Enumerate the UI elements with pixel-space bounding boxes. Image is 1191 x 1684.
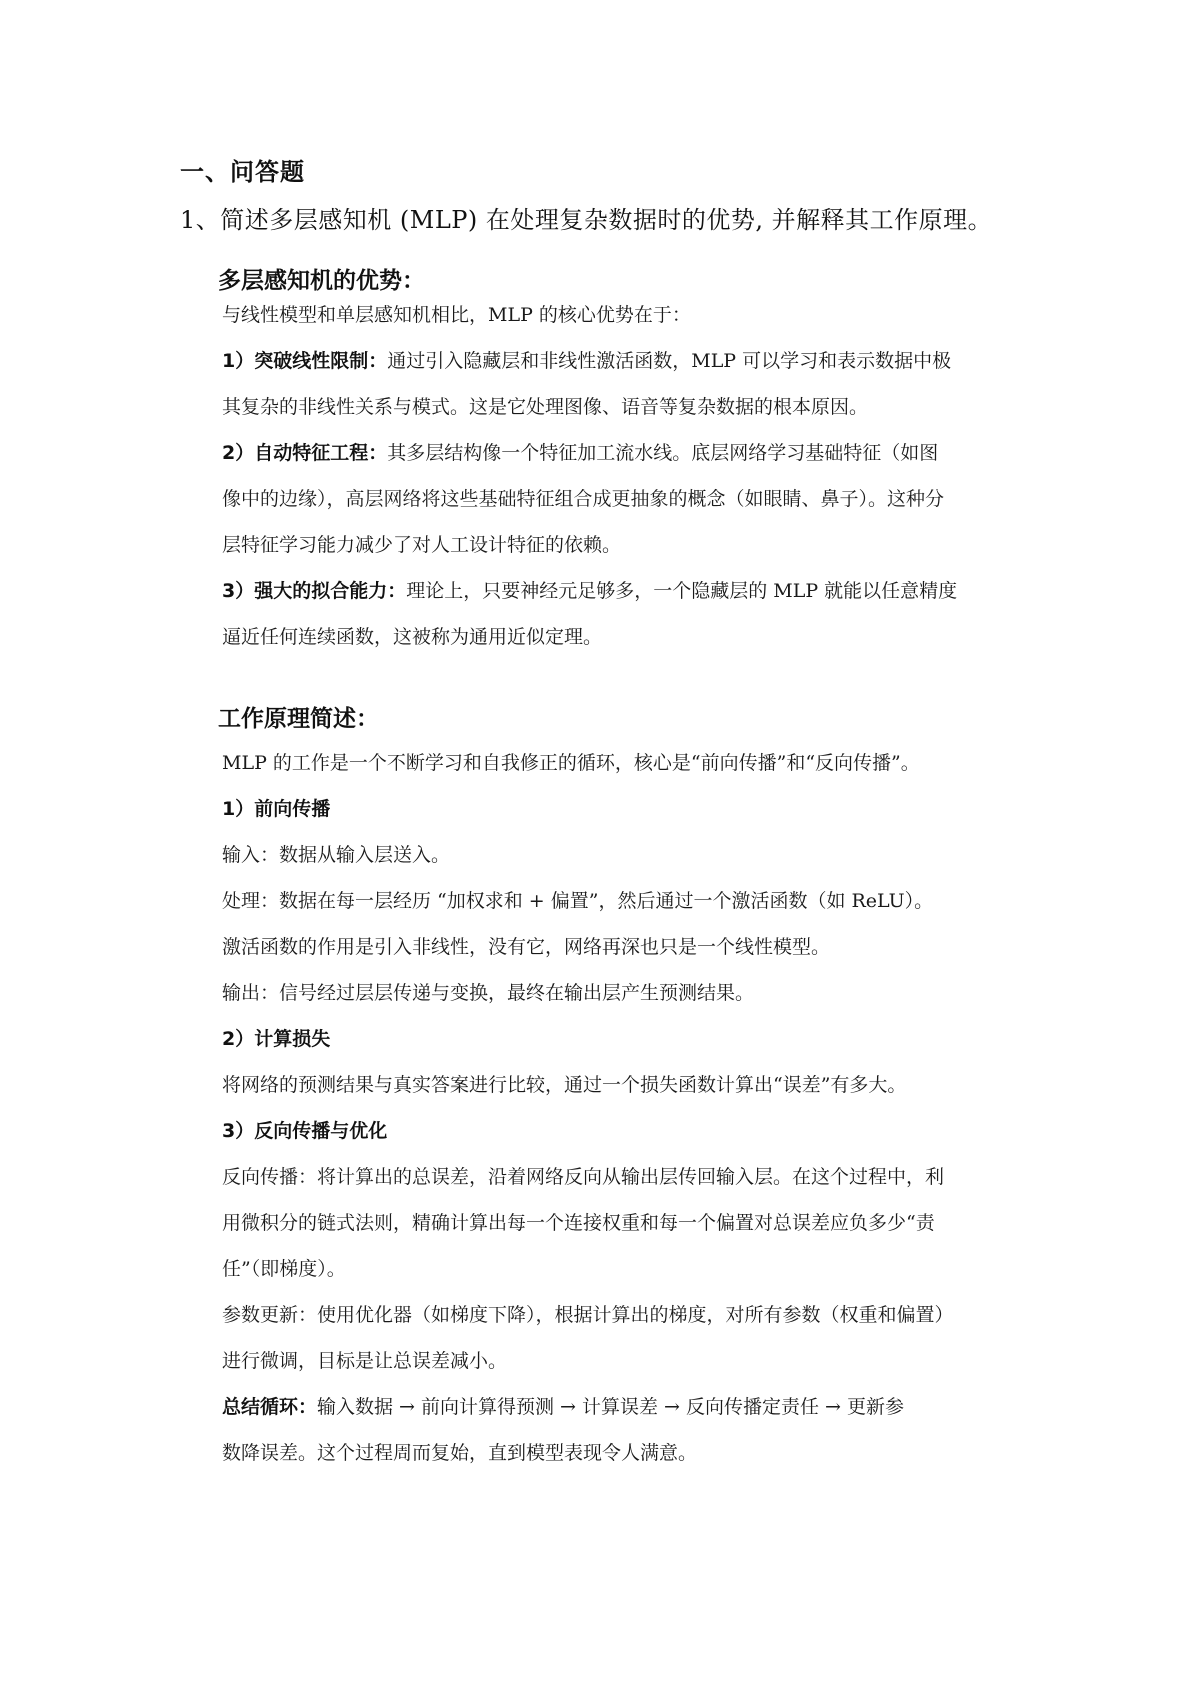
step-3-update: 参数更新：使用优化器（如梯度下降），根据计算出的梯度，对所有参数（权重和偏置） [222,1304,954,1326]
advantage-3-text-cont: 逼近任何连续函数，这被称为通用近似定理。 [222,626,603,648]
step-3-title: 3）反向传播与优化 [222,1120,388,1142]
summary-label: 总结循环： [222,1396,318,1418]
principle-heading: 工作原理简述： [218,706,379,732]
advantage-2-label: 2）自动特征工程： [222,442,388,464]
step-1-process: 处理：数据在每一层经历 “加权求和 + 偏置”，然后通过一个激活函数（如 ReLU）。 [222,890,934,912]
advantage-1-label: 1）突破线性限制： [222,350,388,372]
step-2-title: 2）计算损失 [222,1028,331,1050]
advantages-heading: 多层感知机的优势： [218,268,425,294]
advantages-body [222,292,1022,660]
step-3-backprop: 反向传播：将计算出的总误差，沿着网络反向从输出层传回输入层。在这个过程中，利 [222,1166,945,1188]
summary-text-cont: 数降误差。这个过程周而复始，直到模型表现令人满意。 [222,1442,698,1464]
principle-body [222,740,1022,1476]
advantages-intro: 与线性模型和单层感知机相比，MLP 的核心优势在于： [222,304,691,326]
advantage-2-text-cont2: 层特征学习能力减少了对人工设计特征的依赖。 [222,534,622,556]
step-1-input: 输入：数据从输入层送入。 [222,844,451,866]
summary [222,1384,1022,1430]
advantage-item-2 [222,430,1022,476]
step-1-output: 输出：信号经过层层传递与变换，最终在输出层产生预测结果。 [222,982,755,1004]
advantage-3-text: 理论上，只要神经元足够多，一个隐藏层的 MLP 就能以任意精度 [406,580,958,602]
principle-intro: MLP 的工作是一个不断学习和自我修正的循环，核心是“前向传播”和“反向传播”。 [222,752,920,774]
step-2-text: 将网络的预测结果与真实答案进行比较，通过一个损失函数计算出“误差”有多大。 [222,1074,907,1096]
step-1-process-cont: 激活函数的作用是引入非线性，没有它，网络再深也只是一个线性模型。 [222,936,831,958]
advantage-2-text-cont: 像中的边缘），高层网络将这些基础特征组合成更抽象的概念（如眼睛、鼻子）。这种分 [222,488,945,510]
advantage-2-text: 其多层结构像一个特征加工流水线。底层网络学习基础特征（如图 [387,442,939,464]
section-heading: 一、问答题 [180,158,305,186]
step-1-title: 1）前向传播 [222,798,331,820]
step-3-update-cont: 进行微调，目标是让总误差减小。 [222,1350,508,1372]
advantage-item-1 [222,338,1022,384]
summary-text: 输入数据 → 前向计算得预测 → 计算误差 → 反向传播定责任 → 更新参 [317,1396,905,1418]
step-3-backprop-cont: 用微积分的链式法则，精确计算出每一个连接权重和每一个偏置对总误差应负多少“责 [222,1212,935,1234]
advantage-1-text-cont: 其复杂的非线性关系与模式。这是它处理图像、语音等复杂数据的根本原因。 [222,396,869,418]
question-text: 1、简述多层感知机 (MLP) 在处理复杂数据时的优势, 并解释其工作原理。 [180,206,993,234]
step-3-backprop-cont2: 任”（即梯度）。 [222,1258,346,1280]
advantage-item-3 [222,568,1022,614]
advantage-1-text: 通过引入隐藏层和非线性激活函数，MLP 可以学习和表示数据中极 [387,350,952,372]
advantage-3-label: 3）强大的拟合能力： [222,580,407,602]
